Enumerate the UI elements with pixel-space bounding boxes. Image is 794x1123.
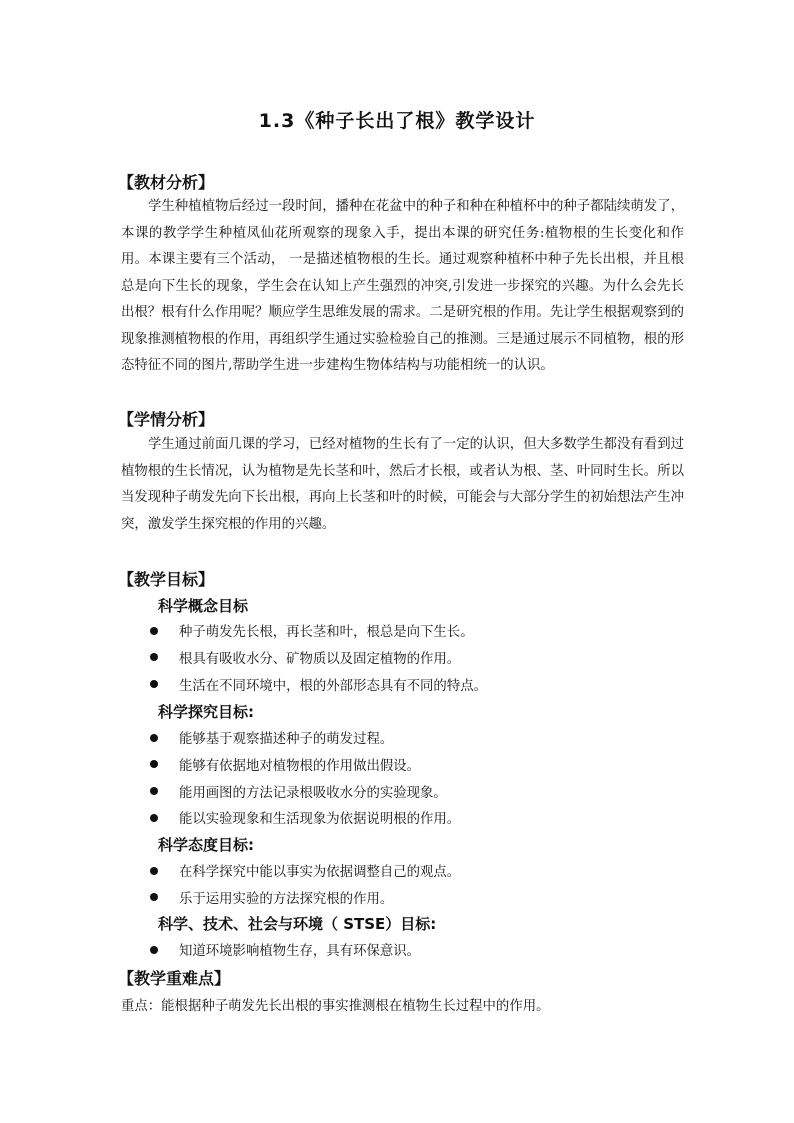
paragraph-material-analysis: 学生种植植物后经过一段时间，播种在花盆中的种子和种在种植杯中的种子都陆续萌发了，本课的教学学生种植凤仙花所观察的现象入手，提出本课的研究任务:植物根的生长变化和作用。本课主要有三个活动， 一是描述植物根的生长。通过观察种植杯中种子先长出根，并且根总是向下生长的现象，学生会在认知上产生强烈的冲突,引发进一步探究的兴趣。为什么会先长出根？根有什么作用呢？顺应学生思维发展的需求。二是研究根的作用。先让学生根据观察到的现象推测植物根的作用，再组织学生通过实验检验自己的推测。三是通过展示不同植物，根的形态特征不同的图片,帮助学生进一步建构生物体结构与功能相统一的认识。 [121,199,684,373]
bullet-icon [150,946,158,954]
bullet-icon [150,653,158,661]
concept-goals-list [150,620,487,700]
document-title: 1.3《种子长出了根》教学设计 [258,110,536,132]
subheading-inquiry-goals: 科学探究目标: [158,703,254,721]
heading-student-analysis: 【学情分析】 [118,410,215,429]
inquiry-goals-list [150,727,460,834]
list-item: 生活在不同环境中，根的外部形态具有不同的特点。 [150,674,487,701]
list-item: 能用画图的方法记录根吸收水分的实验现象。 [150,781,460,808]
list-item: 在科学探究中能以事实为依据调整自己的观点。 [150,860,460,887]
list-item: 知道环境影响植物生存，具有环保意识。 [150,939,420,966]
bullet-icon [150,814,158,822]
list-item: 种子萌发先长根，再长茎和叶，根总是向下生长。 [150,620,487,647]
list-item: 能够有依据地对植物根的作用做出假设。 [150,754,460,781]
stse-goals-list [150,939,420,966]
bullet-icon [150,627,158,635]
heading-key-difficult-points: 【教学重难点】 [118,969,231,988]
subheading-concept-goals: 科学概念目标 [158,597,249,615]
bullet-icon [150,893,158,901]
subheading-stse-goals: 科学、技术、社会与环境（ STSE）目标: [158,915,437,933]
list-item: 乐于运用实验的方法探究根的作用。 [150,887,460,914]
paragraph-student-analysis: 学生通过前面几课的学习，已经对植物的生长有了一定的认识，但大多数学生都没有看到过植物根的生长情况，认为植物是先长茎和叶，然后才长根，或者认为根、茎、叶同时生长。所以当发现种子萌发先向下长出根，再向上长茎和叶的时候，可能会与大部分学生的初始想法产生冲突，激发学生探究根的作用的兴趣。 [121,437,684,532]
key-point-text: 重点：能根据种子萌发先长出根的事实推测根在植物生长过程中的作用。 [121,999,550,1014]
bullet-icon [150,734,158,742]
heading-teaching-goals: 【教学目标】 [118,570,215,589]
bullet-icon [150,760,158,768]
heading-material-analysis: 【教材分析】 [118,173,215,192]
list-item: 能以实验现象和生活现象为依据说明根的作用。 [150,807,460,834]
bullet-icon [150,787,158,795]
subheading-attitude-goals: 科学态度目标: [158,836,254,854]
bullet-icon [150,680,158,688]
list-item: 根具有吸收水分、矿物质以及固定植物的作用。 [150,647,487,674]
attitude-goals-list [150,860,460,914]
list-item: 能够基于观察描述种子的萌发过程。 [150,727,460,754]
bullet-icon [150,867,158,875]
